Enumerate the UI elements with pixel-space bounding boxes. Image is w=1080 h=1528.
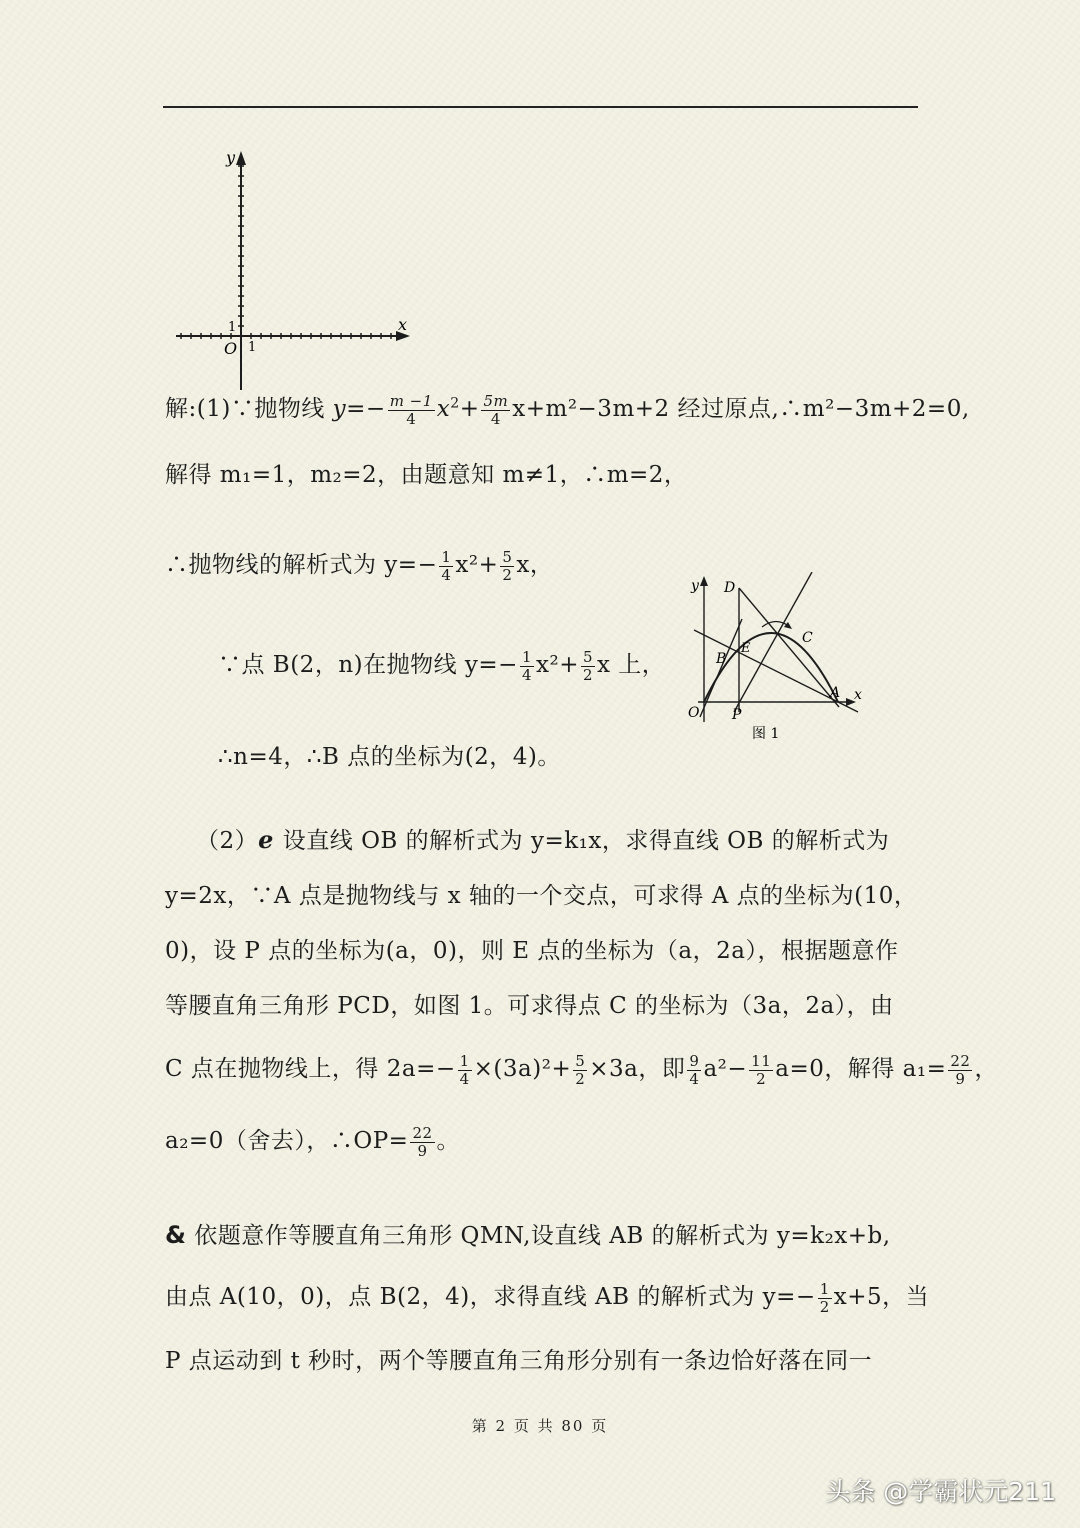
fig-point-o: O bbox=[688, 705, 700, 721]
solution-line-12: & 依题意作等腰直角三角形 QMN,设直线 AB 的解析式为 y=k₂x+b, bbox=[165, 1221, 891, 1249]
solution-line-14: P 点运动到 t 秒时，两个等腰直角三角形分别有一条边恰好落在同一 bbox=[165, 1348, 873, 1374]
solution-line-11: a₂=0（舍去），∴OP= $\frac{22}{9}$ 。 bbox=[165, 1123, 461, 1160]
grid-x-label: x bbox=[398, 315, 408, 334]
solution-line-13: 由点 A(10，0)，点 B(2，4)，求得直线 AB 的解析式为 y=− $\frac{1}{2}$ x+5，当 bbox=[165, 1279, 930, 1316]
fraction: $\frac{22}{9}$ bbox=[950, 1051, 971, 1088]
fig-point-b: B bbox=[716, 651, 727, 667]
solution-line-9: 等腰直角三角形 PCD，如图 1。可求得点 C 的坐标为（3a，2a），由 bbox=[165, 993, 894, 1019]
fig-point-p: P bbox=[732, 707, 742, 723]
fig-x-label: x bbox=[854, 687, 862, 703]
fraction: $\frac{5m}{4}$ bbox=[483, 391, 509, 428]
solution-line-1: 解:(1)∵抛物线 y=− $\frac{m -1}{4}$ $x^2+$ $\frac{5m}{4}$ x+m²−3m+2 经过原点,∴m²−3m+2=0, bbox=[165, 391, 970, 428]
fig-y-label: y bbox=[691, 578, 699, 594]
solution-line-5: ∴n=4，∴B 点的坐标为(2，4)。 bbox=[218, 744, 561, 770]
solution-line-7: y=2x，∵A 点是抛物线与 x 轴的一个交点，可求得 A 点的坐标为(10， bbox=[165, 883, 918, 909]
fraction: $\frac{22}{9}$ bbox=[412, 1123, 433, 1160]
header-rule bbox=[163, 106, 918, 108]
grid-y-one: 1 bbox=[228, 320, 237, 335]
fraction: $\frac{m -1}{4}$ bbox=[389, 391, 433, 428]
fig-point-d: D bbox=[724, 580, 736, 596]
watermark: 头条 @学霸状元211 bbox=[825, 1477, 1056, 1506]
fig-caption: 图 1 bbox=[752, 726, 780, 742]
coordinate-grid bbox=[170, 145, 420, 395]
solution-line-8: 0)，设 P 点的坐标为(a，0)，则 E 点的坐标为（a，2a），根据题意作 bbox=[165, 938, 899, 964]
solution-line-2: 解得 m₁=1，m₂=2，由题意知 m≠1，∴m=2， bbox=[165, 462, 688, 488]
fraction: $\frac{1}{2}$ bbox=[819, 1279, 830, 1316]
fraction: $\frac{5}{2}$ bbox=[582, 647, 594, 684]
fig-point-e: E bbox=[741, 641, 751, 656]
fig-point-c: C bbox=[802, 630, 813, 646]
page-footer: 第 2 页 共 80 页 bbox=[471, 1417, 609, 1435]
grid-origin-label: O bbox=[224, 339, 238, 358]
grid-x-one: 1 bbox=[248, 340, 257, 355]
grid-y-label: y bbox=[226, 148, 236, 167]
fig-point-a: A bbox=[830, 685, 841, 701]
fraction: $\frac{1}{4}$ bbox=[521, 647, 532, 684]
part-marker-glyph: ℯ bbox=[258, 826, 283, 854]
part-marker-glyph: & bbox=[165, 1221, 187, 1249]
fraction: $\frac{5}{2}$ bbox=[575, 1051, 586, 1088]
solution-line-3: ∴抛物线的解析式为 y=− $\frac{1}{4}$ x²+ $\frac{5}{2}$ x， bbox=[165, 547, 554, 584]
fraction: $\frac{1}{4}$ bbox=[441, 547, 452, 584]
fraction: $\frac{9}{4}$ bbox=[689, 1051, 700, 1088]
fraction: $\frac{5}{2}$ bbox=[502, 547, 513, 584]
solution-line-4: ∵点 B(2，n)在抛物线 y=− $\frac{1}{4}$ x²+ $\frac{5}{2}$ x 上， bbox=[218, 647, 666, 684]
figure-1 bbox=[684, 572, 874, 747]
fraction: $\frac{1}{4}$ bbox=[459, 1051, 470, 1088]
fraction: $\frac{11}{2}$ bbox=[751, 1051, 772, 1088]
solution-line-6: （2）ℯ 设直线 OB 的解析式为 y=k₁x，求得直线 OB 的解析式为 bbox=[196, 826, 890, 854]
solution-line-10: C 点在抛物线上，得 2a=− $\frac{1}{4}$ ×(3a)²+ $\frac{5}{2}$ ×3a，即 $\frac{9}{4}$ a²− $\frac{11}{2}$ a=0，解得 a₁= $\frac{22}{9}$ ， bbox=[165, 1051, 998, 1088]
